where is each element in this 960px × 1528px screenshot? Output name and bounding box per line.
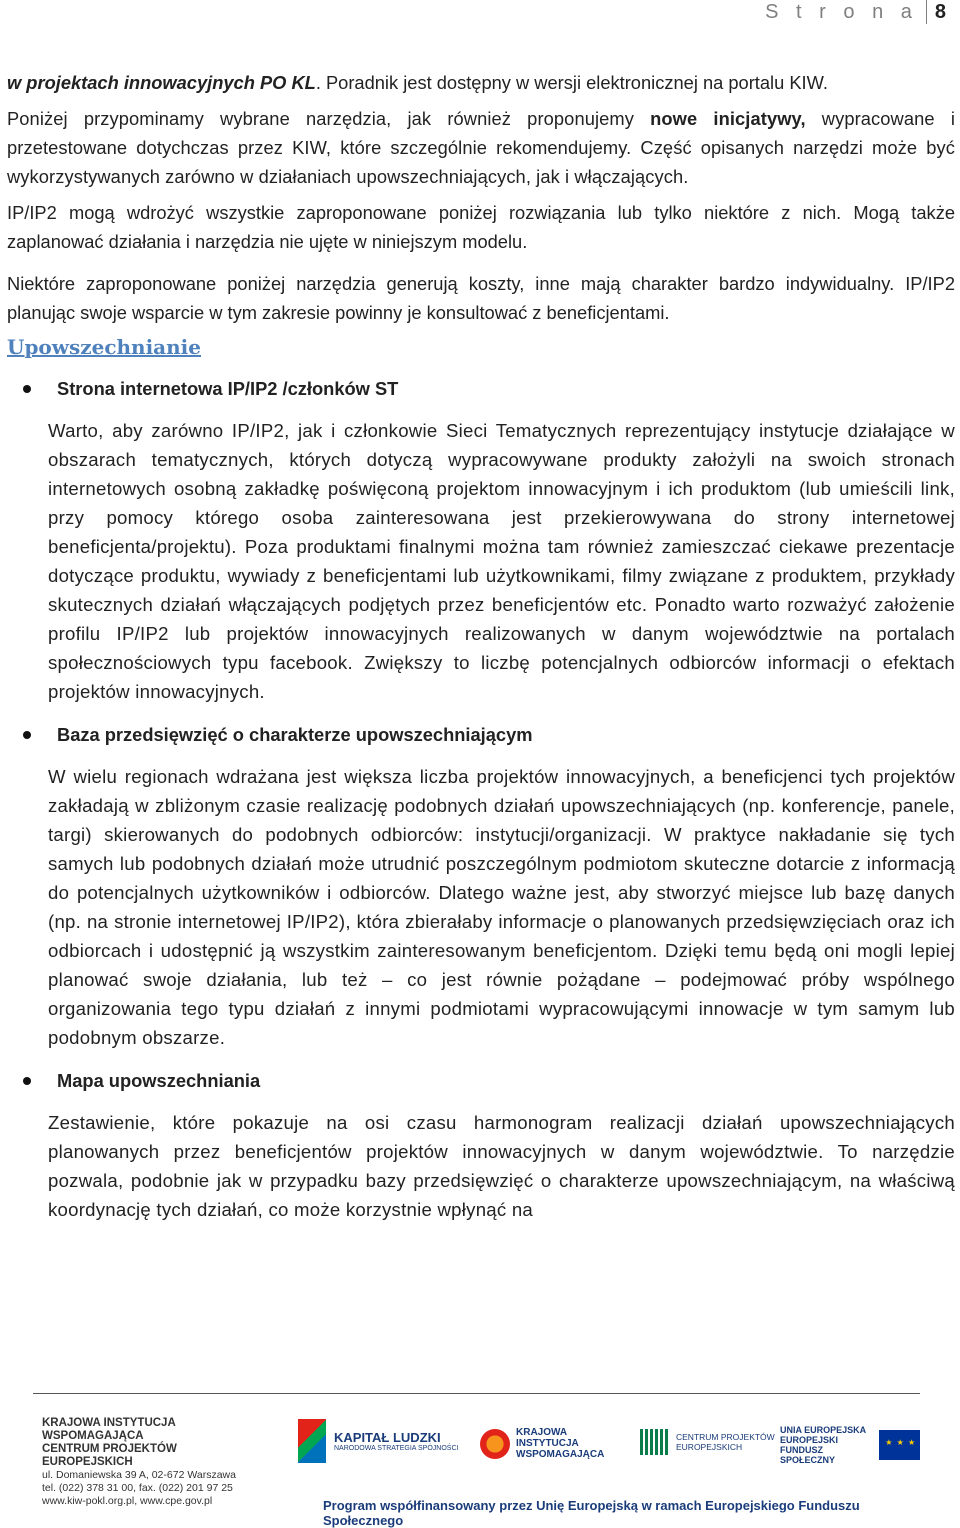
document-body (7, 68, 955, 1238)
emphasis-text: nowe inicjatywy, (650, 108, 806, 129)
list-item-text: W wielu regionach wdrażana jest większa liczba projektów innowacyjnych, a beneficjenci tych projektów zakładają w zbliżonym czasie realizację podobnych działań upowszechniających (np. konferencje, panele, targi) skierowanych do podobnych odbiorców: instytucji/organizacji. W praktyce nakładanie się tych samych lub podobnych działań może utrudnić poszczególnym podmiotom skuteczne dotarcie z informacją do potencjalnych użytkowników i odbiorców. Dlatego ważne jest, aby stworzyć miejsce lub bazę danych (np. na stronie internetowej IP/IP2), która zbierałaby informacje o planowanych przedsięwzięciach oraz ich odbiorcach i udostępnić ją wszystkim zainteresowanym beneficjentom. Dzięki temu będą oni mogli lepiej planować swoje działania, lub też – co jest równie pożądane – podejmować próby wspólnego organizowania tego typu działań z innymi podmiotami wypracowującymi innowacje w tym samym lub podobnym obszarze. (48, 766, 955, 1048)
address-line: CENTRUM PROJEKTÓW EUROPEJSKICH (42, 1443, 177, 1468)
paragraph-implementation: IP/IP2 mogą wdrożyć wszystkie zaproponowane poniżej rozwiązania lub tylko niektóre z nich. Mogą także zaplanować działania i narzędzia nie ujęte w niniejszym modelu. (7, 202, 955, 252)
bullet-icon (23, 1077, 31, 1085)
footer-program-note: Program współfinansowany przez Unię Europejską w ramach Europejskiego Funduszu Społecznego (323, 1498, 860, 1528)
kapital-ludzki-icon (298, 1419, 326, 1463)
logo-line: INSTYTUCJA (516, 1438, 579, 1449)
cpe-logo (640, 1429, 775, 1455)
footer-address (42, 1417, 262, 1508)
list-item-title: Mapa upowszechniania (57, 1070, 261, 1091)
list-item-text: Zestawienie, które pokazuje na osi czasu harmonogram realizacji działań upowszechniających planowanych przez beneficjentów projektów innowacyjnych w danym województwie. To narzędzie pozwala, podobnie jak w przypadku bazy przedsięwzięć o charakterze upowszechniającym, na właściwą koordynację tych działań, co może korzystnie wpłynąć na (48, 1112, 955, 1220)
logo-line: WSPOMAGAJĄCA (516, 1449, 605, 1460)
list-item-bullet (7, 1066, 955, 1096)
bullet-icon (23, 385, 31, 393)
section-heading: Upowszechnianie (7, 335, 202, 359)
kapital-ludzki-logo (298, 1419, 458, 1463)
logo-line: CENTRUM PROJEKTÓW (676, 1432, 775, 1442)
list-item-bullet (7, 720, 955, 750)
list-item-title: Baza przedsięwzięć o charakterze upowszechniającym (57, 724, 533, 745)
logo-line: EUROPEJSKI (780, 1435, 839, 1445)
page-header (765, 0, 946, 26)
kiw-logo (480, 1427, 604, 1460)
paragraph-costs: Niektóre zaproponowane poniżej narzędzia generują koszty, inne mają charakter bardzo indywidualny. IP/IP2 planując swoje wsparcie w tym zakresie powinny je konsultować z beneficjentami. (7, 273, 955, 323)
logo-title: KAPITAŁ LUDZKI (334, 1429, 441, 1445)
list-item-bullet (7, 374, 955, 404)
paragraph-text: . Poradnik jest dostępny w wersji elektronicznej na portalu KIW. (315, 72, 828, 93)
paragraph-intro (7, 68, 955, 97)
address-line: ul. Domaniewska 39 A, 02-672 Warszawa (42, 1469, 236, 1481)
footer-divider (33, 1393, 920, 1394)
logo-line: FUNDUSZ SPOŁECZNY (780, 1445, 836, 1465)
list-item-text: Warto, aby zarówno IP/IP2, jak i członkowie Sieci Tematycznych reprezentujący instytucje działające w obszarach tematycznych, których dotyczą wypracowywane produkty założyli na swoich stronach internetowych osobną zakładkę poświęconą projektom innowacyjnym i ich produktom (lub umieścili link, przy pomocy którego osoba zainteresowana jest przekierowywana do strony internetowej beneficjenta/projektu). Poza produktami finalnymi można tam również zamieszczać ciekawe prezentacje dotyczące produktu, wywiady z beneficjentami lub użytkownikami, filmy związane z produktem, przykłady skutecznych działań włączających podjętych przez beneficjentów etc. Ponadto warto rozważyć założenie profilu IP/IP2 lub projektów innowacyjnych realizowanych w danym województwie na portalach społecznościowych typu facebook. Zwiększy to liczbę potencjalnych odbiorców informacji o efektach projektów innowacyjnych. (48, 420, 955, 702)
kiw-icon (480, 1429, 510, 1459)
paragraph-text: wypracowane i przetestowane dotychczas przez KIW, które szczególnie rekomendujemy. Część opisanych narzędzi może być wykorzystywanych zarówno w działaniach upowszechniających, jak i włączających. (7, 108, 955, 187)
eu-logo (780, 1425, 920, 1465)
address-line: tel. (022) 378 31 00, fax. (022) 201 97 25 (42, 1482, 233, 1494)
header-divider (926, 0, 927, 24)
eu-flag-icon (879, 1430, 920, 1460)
address-line: www.kiw-pokl.org.pl, www.cpe.gov.pl (42, 1495, 213, 1507)
page-number: 8 (934, 1, 946, 23)
paragraph-tools (7, 104, 955, 191)
paragraph-text: Poniżej przypominamy wybrane narzędzia, jak również proponujemy (7, 108, 651, 129)
logo-line: KRAJOWA (516, 1427, 568, 1438)
logo-line: EUROPEJSKICH (676, 1442, 743, 1452)
cpe-icon (640, 1429, 670, 1455)
bullet-icon (23, 731, 31, 739)
list-item-title: Strona internetowa IP/IP2 /członków ST (57, 378, 399, 399)
page-label: S t r o n a (765, 1, 918, 23)
address-line: KRAJOWA INSTYTUCJA WSPOMAGAJĄCA (42, 1417, 176, 1442)
emphasis-text: w projektach innowacyjnych PO KL (7, 72, 316, 93)
page-footer (40, 1405, 920, 1528)
logo-subtitle: NARODOWA STRATEGIA SPÓJNOŚCI (334, 1444, 459, 1452)
logo-line: UNIA EUROPEJSKA (780, 1425, 867, 1435)
